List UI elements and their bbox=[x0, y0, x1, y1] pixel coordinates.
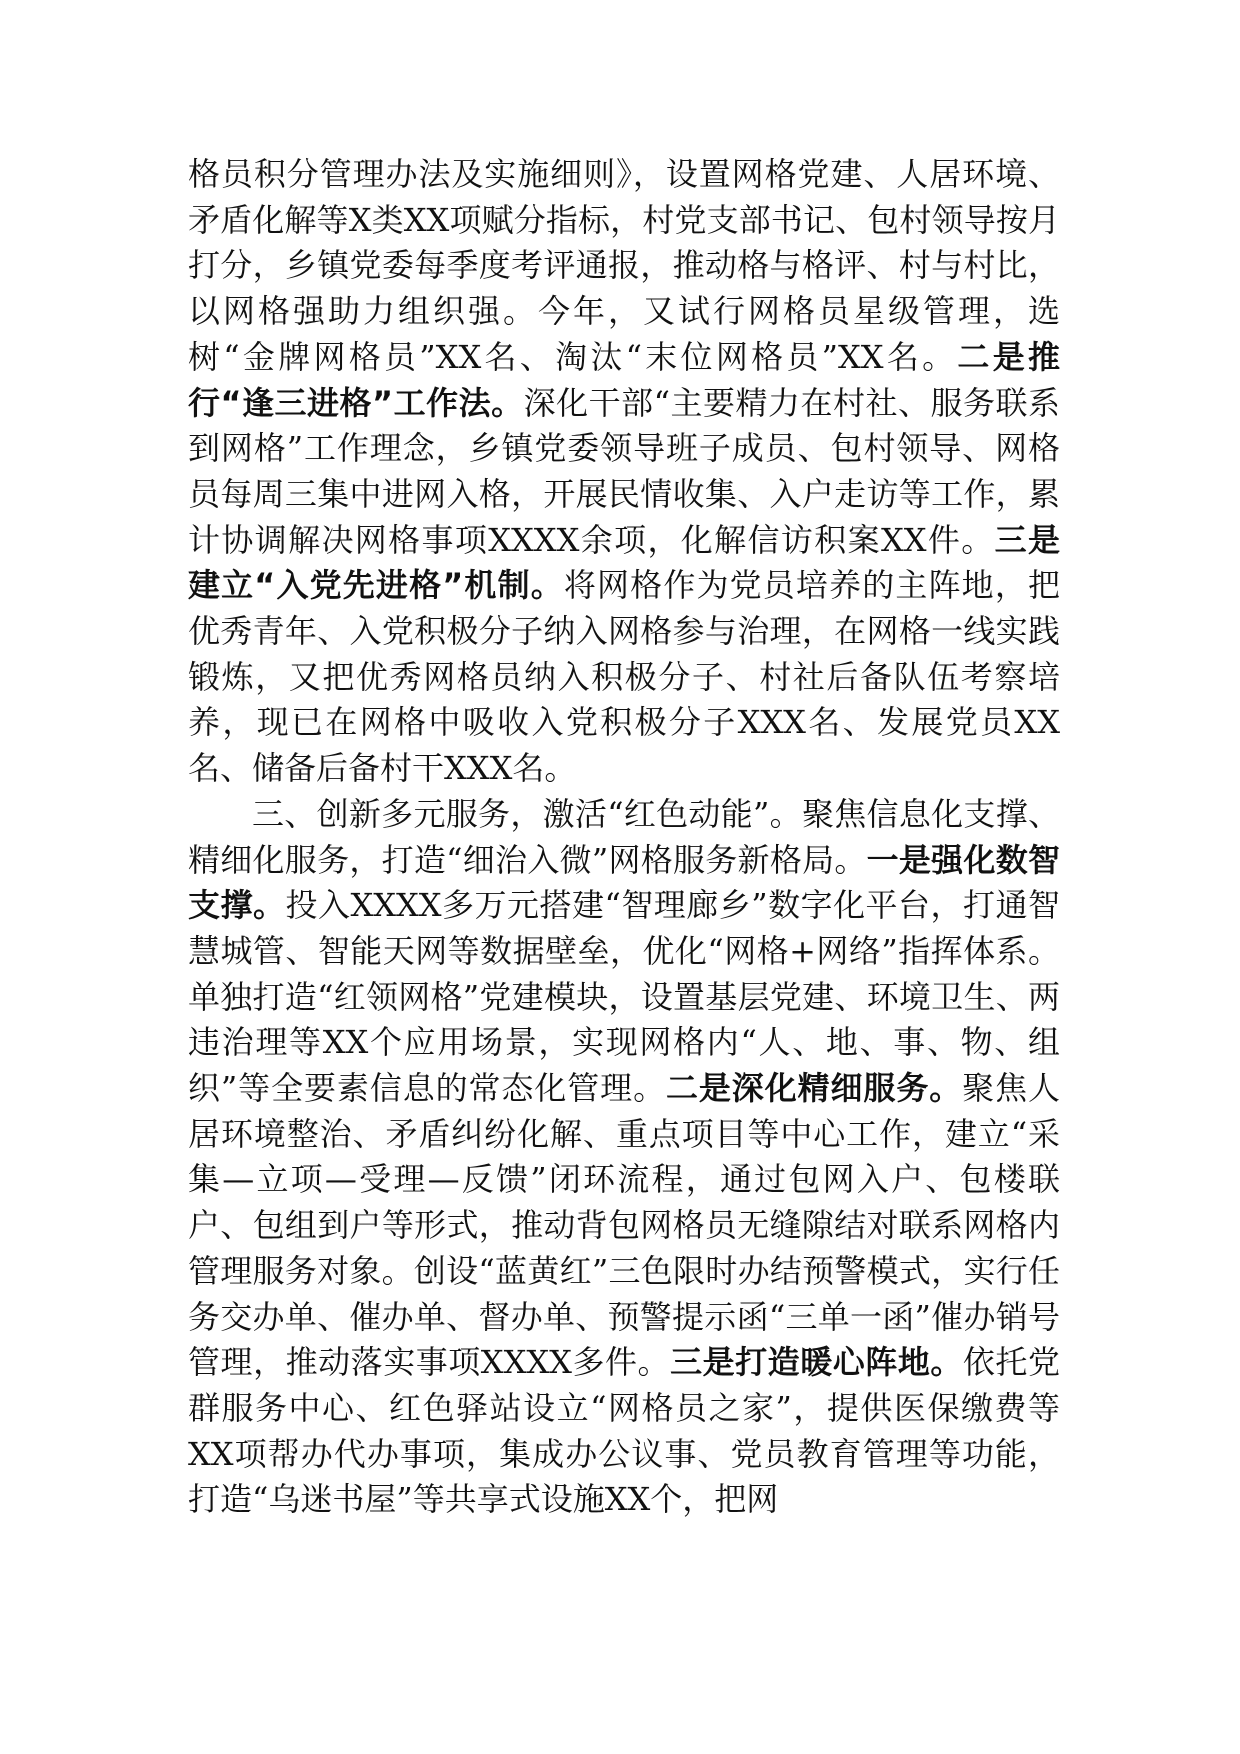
paragraph-grid-management bbox=[188, 152, 1060, 792]
paragraph-text: 将网格作为党员培养的主阵地，把优秀青年、入党积极分子纳入网格参与治理，在网格一线实践锻炼，又把优秀网格员纳入积极分子、村社后备队伍考察培养，现已在网格中吸收入党积极分子XXX名、发展党员XX名、储备后备村干XXX名。 bbox=[188, 566, 1060, 788]
paragraph-heading: 三是建立“入党先进格”机制。 bbox=[188, 520, 1060, 605]
paragraph-text: 投入XXXX多万元搭建“智理廊乡”数字化平台，打通智慧城管、智能天网等数据壁垒，优化“网格+网络”指挥体系。单独打造“红领网格”党建模块，设置基层党建、环境卫生、两违治理等XX个应用场景，实现网格内“人、地、事、物、组织”等全要素信息的常态化管理。 bbox=[188, 886, 1060, 1108]
paragraph-heading: 二是深化精细服务。 bbox=[665, 1069, 963, 1108]
paragraph-text: 深化干部“主要精力在村社、服务联系到网格”工作理念，乡镇党委领导班子成员、包村领导、网格员每周三集中进网入格，开展民情收集、入户走访等工作，累计协调解决网格事项XXXX余项，化解信访积案XX件。 bbox=[188, 383, 1060, 559]
paragraph-text: 三、创新多元服务，激活“红色动能”。聚焦信息化支撑、精细化服务，打造“细治入微”网格服务新格局。 bbox=[188, 794, 1060, 879]
paragraph-text: 格员积分管理办法及实施细则》，设置网格党建、人居环境、矛盾化解等X类XX项赋分指标，村党支部书记、包村领导按月打分，乡镇党委每季度考评通报，推动格与格评、村与村比，以网格强助力组织强。今年，又试行网格员星级管理，选树“金牌网格员”XX名、淘汰“末位网格员”XX名。 bbox=[188, 155, 1060, 376]
paragraph-heading: 二是推行“逢三进格”工作法。 bbox=[188, 337, 1060, 422]
document-body bbox=[188, 152, 1060, 1523]
paragraph-text: 依托党群服务中心、红色驿站设立“网格员之家”，提供医保缴费等XX项帮办代办事项，集成办公议事、党员教育管理等功能，打造“乌迷书屋”等共享式设施XX个，把网 bbox=[188, 1343, 1060, 1519]
paragraph-text: 聚焦人居环境整治、矛盾纠纷化解、重点项目等中心工作，建立“采集—立项—受理—反馈”闭环流程，通过包网入户、包楼联户、包组到户等形式，推动背包网格员无缝隙结对联系网格内管理服务对象。创设“蓝黄红”三色限时办结预警模式，实行任务交办单、催办单、督办单、预警提示函“三单一函”催办销号管理，推动落实事项XXXX多件。 bbox=[188, 1069, 1060, 1382]
paragraph-heading: 一是强化数智支撑。 bbox=[188, 840, 1060, 925]
paragraph-heading: 三是打造暖心阵地。 bbox=[670, 1343, 963, 1382]
paragraph-section-three bbox=[188, 792, 1060, 1523]
